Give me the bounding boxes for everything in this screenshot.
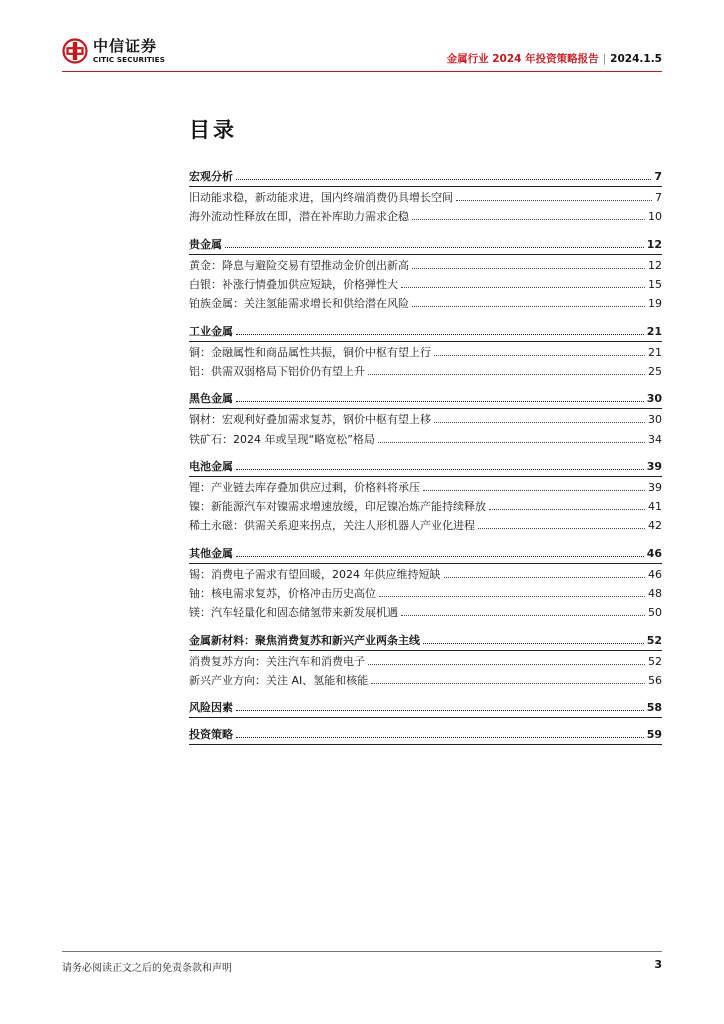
dot-leader <box>444 577 646 578</box>
toc-entry-page: 52 <box>648 654 662 668</box>
logo-english-name: CITIC SECURITIES <box>93 54 165 64</box>
dot-leader <box>368 664 645 665</box>
toc-entry-page: 7 <box>654 170 662 183</box>
dot-leader <box>434 422 645 423</box>
toc-section <box>189 458 662 537</box>
toc-entry-page: 39 <box>648 480 662 494</box>
toc-entry-page: 30 <box>646 392 662 406</box>
dot-leader <box>423 490 645 491</box>
dot-leader <box>236 401 644 402</box>
toc-entry-title: 镍：新能源汽车对镍需求增速放缓，印尼镍冶炼产能持续释放 <box>189 500 486 514</box>
toc-entry-title: 铜：金融属性和商品属性共振，铜价中枢有望上行 <box>189 345 431 359</box>
toc-entry-title: 电池金属 <box>189 459 233 473</box>
toc-entry-page: 12 <box>648 258 662 272</box>
toc-entry-page: 48 <box>648 587 662 601</box>
toc-entry-page: 30 <box>648 413 662 427</box>
toc-chapter-entry[interactable] <box>189 390 662 409</box>
toc-chapter-entry[interactable] <box>189 699 662 718</box>
toc-section <box>189 632 662 692</box>
page-header <box>0 0 724 80</box>
toc-section <box>189 323 662 383</box>
toc-section <box>189 168 662 228</box>
toc-entry-title: 锡：消费电子需求有望回暖，2024 年供应维持短缺 <box>189 567 441 581</box>
toc-entry-page: 10 <box>648 210 662 224</box>
footer-divider <box>62 951 662 952</box>
toc-entry-title: 白银：补涨行情叠加供应短缺，价格弹性大 <box>189 277 398 291</box>
dot-leader <box>371 683 645 684</box>
dot-leader <box>236 334 644 335</box>
page-footer <box>62 951 662 974</box>
dot-leader <box>236 469 644 470</box>
toc-entry-page: 25 <box>648 364 662 378</box>
toc-entry-page: 56 <box>648 674 662 688</box>
dot-leader <box>412 268 645 269</box>
header-divider <box>62 71 662 72</box>
toc-chapter-entry[interactable] <box>189 323 662 342</box>
toc-subsection-entry[interactable] <box>189 604 662 623</box>
toc-subsection-entry[interactable] <box>189 431 662 450</box>
toc-section <box>189 236 662 315</box>
dot-leader <box>423 643 644 644</box>
toc-subsection-entry[interactable] <box>189 257 662 276</box>
page-number: 3 <box>654 958 662 971</box>
toc-entry-title: 黑色金属 <box>189 392 233 406</box>
toc-entry-title: 钢材：宏观利好叠加需求复苏，钢价中枢有望上移 <box>189 413 431 427</box>
toc-entry-title: 黄金：降息与避险交易有望推动金价创出新高 <box>189 258 409 272</box>
toc-entry-title: 风险因素 <box>189 701 233 715</box>
toc-chapter-entry[interactable] <box>189 545 662 564</box>
toc-entry-title: 宏观分析 <box>189 170 233 183</box>
dot-leader <box>478 528 645 529</box>
dot-leader <box>489 509 645 510</box>
toc-entry-page: 34 <box>648 432 662 446</box>
toc-entry-title: 海外流动性释放在即，潜在补库助力需求企稳 <box>189 210 409 224</box>
toc-entry-title: 铀：核电需求复苏，价格冲击历史高位 <box>189 587 376 601</box>
dot-leader <box>225 247 644 248</box>
toc-subsection-entry[interactable] <box>189 479 662 498</box>
toc-entry-title: 金属新材料：聚焦消费复苏和新兴产业两条主线 <box>189 633 420 647</box>
toc-entry-page: 15 <box>648 277 662 291</box>
toc-entry-title: 消费复苏方向：关注汽车和消费电子 <box>189 654 365 668</box>
toc-entry-page: 50 <box>648 606 662 620</box>
toc-entry-page: 12 <box>646 237 662 251</box>
toc-chapter-entry[interactable] <box>189 726 662 745</box>
report-info <box>447 51 662 66</box>
toc-chapter-entry[interactable] <box>189 632 662 651</box>
dot-leader <box>236 556 644 557</box>
toc-entry-page: 7 <box>655 191 662 204</box>
toc-subsection-entry[interactable] <box>189 653 662 672</box>
toc-entry-page: 52 <box>646 633 662 647</box>
citic-logo-icon <box>62 38 88 64</box>
dot-leader <box>456 200 652 201</box>
dot-leader <box>236 710 644 711</box>
toc-entry-title: 镁：汽车轻量化和固态储氢带来新发展机遇 <box>189 606 398 620</box>
dot-leader <box>412 219 645 220</box>
toc-section <box>189 726 662 745</box>
toc-entry-page: 46 <box>646 546 662 560</box>
toc-subsection-entry[interactable] <box>189 411 662 430</box>
toc-entry-title: 贵金属 <box>189 237 222 251</box>
toc-entry-title: 锂：产业链去库存叠加供应过剩，价格料将承压 <box>189 480 420 494</box>
citic-logo <box>62 38 165 64</box>
toc-entry-title: 新兴产业方向：关注 AI、氢能和核能 <box>189 674 369 688</box>
dot-leader <box>412 306 645 307</box>
toc-section <box>189 699 662 718</box>
dot-leader <box>378 442 645 443</box>
toc-entry-title: 铝：供需双弱格局下铝价仍有望上升 <box>189 364 365 378</box>
toc-chapter-entry[interactable] <box>189 458 662 477</box>
toc-entry-title: 稀土永磁：供需关系迎来拐点，关注人形机器人产业化进程 <box>189 519 475 533</box>
toc-subsection-entry[interactable] <box>189 517 662 536</box>
toc-subsection-entry[interactable] <box>189 585 662 604</box>
toc-chapter-entry[interactable] <box>189 236 662 255</box>
dot-leader <box>401 287 645 288</box>
dot-leader <box>236 737 644 738</box>
toc-entry-title: 铁矿石：2024 年或呈现“略宽松”格局 <box>189 432 375 446</box>
toc-entry-title: 投资策略 <box>189 728 233 742</box>
dot-leader <box>401 615 645 616</box>
dot-leader <box>379 596 645 597</box>
toc-subsection-entry[interactable] <box>189 189 662 208</box>
toc-entry-page: 21 <box>646 324 662 338</box>
dot-leader <box>434 355 645 356</box>
toc-entry-page: 46 <box>648 567 662 581</box>
toc-entry-page: 39 <box>646 459 662 473</box>
footer-disclaimer: 请务必阅读正文之后的免责条款和声明 <box>62 963 232 974</box>
toc-subsection-entry[interactable] <box>189 295 662 314</box>
toc-entry-title: 铂族金属：关注氢能需求增长和供给潜在风险 <box>189 297 409 311</box>
toc-chapter-entry[interactable] <box>189 168 662 187</box>
dot-leader <box>236 179 651 180</box>
toc-subsection-entry[interactable] <box>189 672 662 691</box>
toc-entry-title: 旧动能求稳，新动能求进，国内终端消费仍具增长空间 <box>189 191 453 204</box>
toc-title: 目录 <box>189 118 237 142</box>
toc-entry-title: 工业金属 <box>189 324 233 338</box>
table-of-contents <box>189 168 662 753</box>
toc-subsection-entry[interactable] <box>189 276 662 295</box>
toc-subsection-entry[interactable] <box>189 498 662 517</box>
toc-subsection-entry[interactable] <box>189 566 662 585</box>
toc-entry-page: 59 <box>646 728 662 742</box>
toc-section <box>189 390 662 450</box>
toc-entry-page: 58 <box>646 701 662 715</box>
toc-entry-title: 其他金属 <box>189 546 233 560</box>
toc-section <box>189 545 662 624</box>
report-title: 金属行业 2024 年投资策略报告 <box>446 53 599 65</box>
toc-subsection-entry[interactable] <box>189 344 662 363</box>
toc-entry-page: 19 <box>648 297 662 311</box>
toc-entry-page: 41 <box>648 500 662 514</box>
toc-subsection-entry[interactable] <box>189 363 662 382</box>
toc-subsection-entry[interactable] <box>189 208 662 227</box>
toc-entry-page: 42 <box>648 519 662 533</box>
report-date: 2024.1.5 <box>610 53 662 65</box>
header-separator: | <box>602 53 607 65</box>
dot-leader <box>368 374 645 375</box>
logo-chinese-name: 中信证券 <box>93 36 158 55</box>
toc-entry-page: 21 <box>648 345 662 359</box>
